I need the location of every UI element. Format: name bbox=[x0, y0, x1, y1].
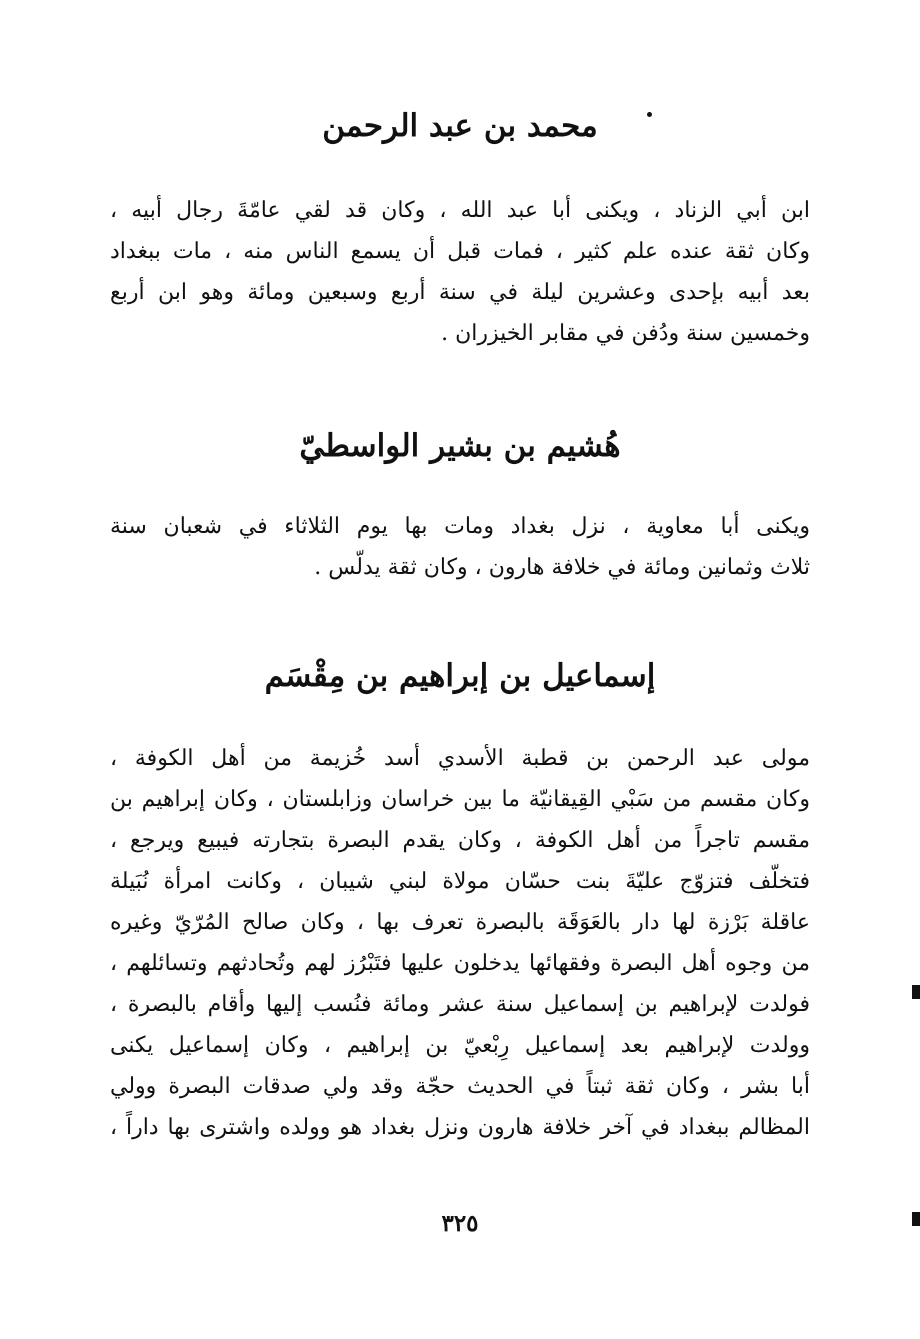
section-heading-ismail: إسماعيل بن إبراهيم بن مِقْسَم bbox=[264, 658, 656, 694]
text-line: ويكنى أبا معاوية ، نزل بغداد ومات بها يوم الثلاثاء في شعبان سنة bbox=[110, 514, 810, 539]
text-line: وكان مقسم من سَبْي القِيقانيّة ما بين خراسان وزابلستان ، وكان إبراهيم بن bbox=[110, 787, 810, 812]
text-line: مقسم تاجراً من أهل الكوفة ، وكان يقدم البصرة بتجارته فيبيع ويرجع ، bbox=[110, 828, 810, 853]
scan-edge-mark bbox=[912, 1212, 920, 1226]
text-line: ابن أبي الزناد ، ويكنى أبا عبد الله ، وكان قد لقي عامّةَ رجال أبيه ، bbox=[110, 198, 810, 223]
text-line: أبا بشر ، وكان ثقة ثبتاً في الحديث حجّة وقد ولي صدقات البصرة وولي bbox=[110, 1074, 810, 1099]
text-line: مولى عبد الرحمن بن قطبة الأسدي أسد خُزيمة من أهل الكوفة ، bbox=[110, 746, 810, 771]
text-line: ثلاث وثمانين ومائة في خلافة هارون ، وكان ثقة يدلّس . bbox=[314, 555, 810, 580]
section-heading-muhammad: محمد بن عبد الرحمن bbox=[322, 108, 598, 144]
text-line: وولدت لإبراهيم بعد إسماعيل رِبْعيّ بن إبراهيم ، وكان إسماعيل يكنى bbox=[110, 1033, 810, 1058]
text-line: من وجوه أهل البصرة وفقهائها يدخلون عليها فتَبْرُز لهم وتُحادثهم وتسائلهم ، bbox=[110, 951, 810, 976]
text-line: عاقلة بَرْزة لها دار بالعَوَقَة بالبصرة تعرف بها ، وكان صالح المُرّيّ وغيره bbox=[110, 910, 810, 935]
page-number: ٣٢٥ bbox=[441, 1210, 479, 1237]
text-line: وكان ثقة عنده علم كثير ، فمات قبل أن يسمع الناس منه ، مات ببغداد bbox=[110, 239, 810, 264]
text-line: بعد أبيه بإحدى وعشرين ليلة في سنة أربع وسبعين ومائة وهو ابن أربع bbox=[110, 280, 810, 305]
text-line: المظالم ببغداد في آخر خلافة هارون ونزل بغداد هو وولده واشترى بها داراً ، bbox=[110, 1115, 810, 1140]
section-body-hushaym bbox=[110, 506, 810, 588]
text-line: فولدت لإبراهيم بن إسماعيل سنة عشر ومائة فنُسب إليها وأقام بالبصرة ، bbox=[110, 992, 810, 1017]
scan-edge-mark bbox=[912, 985, 920, 999]
section-body-muhammad bbox=[110, 190, 810, 354]
text-line: وخمسين سنة ودُفن في مقابر الخيزران . bbox=[441, 321, 810, 346]
section-heading-hushaym: هُشيم بن بشير الواسطيّ bbox=[299, 428, 621, 464]
section-body-ismail bbox=[110, 738, 810, 1148]
text-line: فتخلّف فتزوّج عليّةَ بنت حسّان مولاة لبني شيبان ، وكانت امرأة نُبَيلة bbox=[110, 869, 810, 894]
